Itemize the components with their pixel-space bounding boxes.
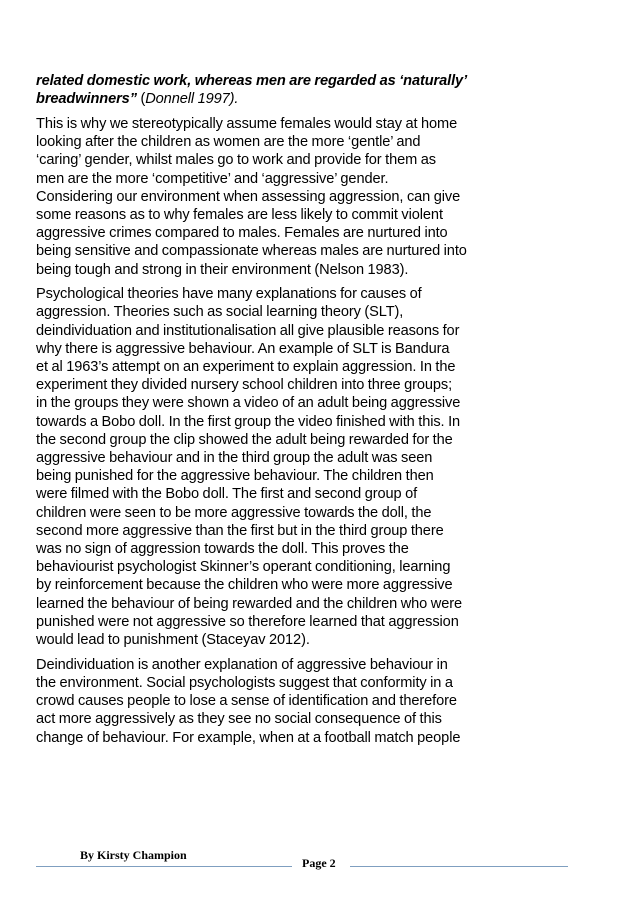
text-line: et al 1963’s attempt on an experiment to explain aggression. In the xyxy=(36,359,456,376)
text-line: change of behaviour. For example, when at a football match people xyxy=(36,729,461,746)
intro-line-2 xyxy=(36,90,608,108)
text-line: deindividuation and institutionalisation all give plausible reasons for xyxy=(36,322,460,339)
text-line: the second group the clip showed the adult being rewarded for the xyxy=(36,431,453,448)
text-line: Deindividuation is another explanation of aggressive behaviour in xyxy=(36,656,448,673)
text-line: aggressive crimes compared to males. Females are nurtured into xyxy=(36,225,448,242)
paragraph-3 xyxy=(36,656,608,747)
intro-citation: Donnell 1997). xyxy=(145,91,239,108)
text-line: learned the behaviour of being rewarded and the children who were xyxy=(36,595,462,612)
text-line: was no sign of aggression towards the doll. This proves the xyxy=(36,541,409,558)
text-line: crowd causes people to lose a sense of identification and therefore xyxy=(36,693,457,710)
text-line: in the groups they were shown a video of an adult being aggressive xyxy=(36,395,461,412)
text-line: aggression. Theories such as social learning theory (SLT), xyxy=(36,304,404,321)
body-text xyxy=(36,72,608,747)
text-line: Psychological theories have many explanations for causes of xyxy=(36,286,422,303)
intro-cite-open: ( xyxy=(136,91,146,108)
text-line: act more aggressively as they see no social consequence of this xyxy=(36,711,442,728)
text-line: the environment. Social psychologists suggest that conformity in a xyxy=(36,675,453,691)
text-line: some reasons as to why females are less likely to commit violent xyxy=(36,206,443,223)
text-line: experiment they divided nursery school children into three groups; xyxy=(36,377,453,394)
text-line: men are the more ‘competitive’ and ‘aggressive’ gender. xyxy=(36,170,389,187)
text-line: second more aggressive than the first but in the third group there xyxy=(36,522,444,539)
intro-quote-end: breadwinners” xyxy=(36,91,137,108)
footer-rule-right xyxy=(350,866,568,867)
paragraph-1 xyxy=(36,115,608,279)
text-line: being tough and strong in their environment (Nelson 1983). xyxy=(36,261,409,278)
paragraph-2 xyxy=(36,285,608,649)
footer-page-number: Page 2 xyxy=(302,856,336,870)
text-line: being punished for the aggressive behaviour. The children then xyxy=(36,468,434,485)
text-line: by reinforcement because the children who were more aggressive xyxy=(36,577,453,594)
text-line: Considering our environment when assessing aggression, can give xyxy=(36,188,461,205)
text-line: were filmed with the Bobo doll. The first and second group of xyxy=(36,486,418,503)
text-line: This is why we stereotypically assume females would stay at home xyxy=(36,115,458,132)
text-line: towards a Bobo doll. In the first group the video finished with this. In xyxy=(36,413,461,430)
text-line: would lead to punishment (Staceyav 2012). xyxy=(36,632,310,649)
footer-author: By Kirsty Champion xyxy=(80,848,187,862)
text-line: punished were not aggressive so therefore learned that aggression xyxy=(36,613,459,630)
text-line: why there is aggressive behaviour. An example of SLT is Bandura xyxy=(36,340,450,357)
text-line: being sensitive and compassionate whereas males are nurtured into xyxy=(36,243,467,260)
text-line: ‘caring’ gender, whilst males go to work and provide for them as xyxy=(36,152,436,169)
text-line: behaviourist psychologist Skinner’s operant conditioning, learning xyxy=(36,559,451,576)
text-line: children were seen to be more aggressive towards the doll, the xyxy=(36,504,432,521)
text-line: aggressive behaviour and in the third group the adult was seen xyxy=(36,450,433,467)
footer-rule-left xyxy=(36,866,292,867)
text-line: looking after the children as women are the more ‘gentle’ and xyxy=(36,134,421,151)
intro-line-1: related domestic work, whereas men are regarded as ‘naturally’ xyxy=(36,73,468,89)
